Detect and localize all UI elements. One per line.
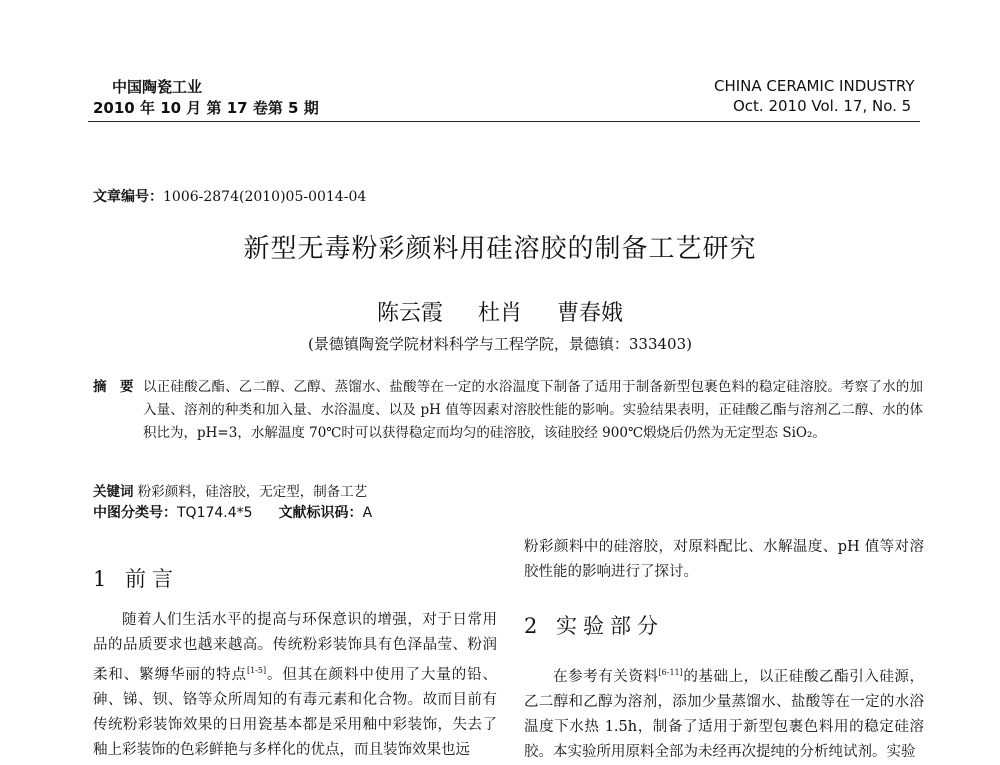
keywords-text: 粉彩颜料，硅溶胶，无定型，制备工艺: [137, 484, 368, 500]
section-2-text-b: 的基础上，以正硅酸乙酯引入硅源，乙二醇和乙醇为溶剂，添加少量蒸馏水、盐酸等在一定的水浴温度下水热 1.5h，制备了适用于新型包裹色料用的稳定硅溶胶。本实验所用原料全部为未经再次提纯的分析纯试剂。实验: [524, 668, 925, 760]
classification: [93, 502, 372, 522]
keywords-label: 关键词: [93, 484, 134, 500]
section-2-heading: 2 实验部分: [524, 614, 665, 638]
doc-code-label: 文献标识码：: [278, 505, 363, 521]
keywords: [93, 480, 367, 500]
section-1-paragraph: [93, 608, 497, 763]
author-list: 陈云霞 杜肖 曹春娥: [377, 301, 623, 326]
intro-continuation: 粉彩颜料中的硅溶胶，对原料配比、水解温度、pH 值等对溶胶性能的影响进行了探讨。: [524, 539, 924, 580]
section-2-text-a: 在参考有关资料: [553, 668, 659, 685]
citation-1-5: [1-5]: [246, 666, 267, 675]
paper-title: 新型无毒粉彩颜料用硅溶胶的制备工艺研究: [243, 234, 757, 264]
journal-name-cn: 中国陶瓷工业: [112, 78, 203, 96]
issue-info-en: Oct. 2010 Vol. 17, No. 5: [733, 97, 912, 115]
journal-name-en: CHINA CERAMIC INDUSTRY: [714, 77, 915, 95]
abstract-label: 摘 要: [93, 379, 134, 395]
article-number-label: 文章编号：: [93, 189, 163, 205]
header-rule: [88, 121, 920, 122]
abstract-text: 以正硅酸乙酯、乙二醇、乙醇、蒸馏水、盐酸等在一定的水浴温度下制备了适用于制备新型包裹色料的稳定硅溶胶。考察了水的加入量、溶剂的种类和加入量、水浴温度、以及 pH 值等因素对溶胶性能的影响。实验结果表明，正硅酸乙酯与溶剂乙二醇、水的体积比为，pH=3，水解温度 70℃时可以获得稳定而均匀的硅溶胶，该硅胶经 900℃煅烧后仍然为无定型态 SiO₂。: [143, 379, 923, 441]
article-number-value: 1006-2874(2010)05-0014-04: [163, 189, 367, 205]
clc-value: TQ174.4*5: [177, 505, 253, 521]
section-1-text-b: 。但其在颜料中使用了大量的铅、砷、锑、钡、铬等众所周知的有毒元素和化合物。故而目前有传统粉彩装饰效果的日用瓷基本都是采用釉中彩装饰，失去了釉上彩装饰的色彩鲜艳与多样化的优点，而且装饰效果也远: [93, 666, 498, 758]
section-1-text-a: 随着人们生活水平的提高与环保意识的增强，对于日常用品的品质要求也越来越高。传统粉彩装饰具有色泽晶莹、粉润柔和、繁缛华丽的特点: [93, 612, 497, 683]
section-1-body: [93, 608, 497, 763]
article-number: [93, 186, 366, 206]
section-1-heading: 1 前言: [93, 567, 180, 591]
right-column: [524, 535, 924, 585]
citation-6-11: [6-11]: [658, 668, 683, 677]
doc-code-value: A: [362, 505, 373, 521]
section-2-paragraph: [524, 660, 924, 765]
abstract: [93, 376, 923, 445]
section-2-body: [524, 660, 924, 765]
author-affiliation: (景德镇陶瓷学院材料科学与工程学院，景德镇：333403): [308, 335, 692, 353]
issue-info-cn: 2010 年 10 月 第 17 卷第 5 期: [93, 99, 319, 117]
clc-label: 中图分类号：: [93, 505, 177, 521]
